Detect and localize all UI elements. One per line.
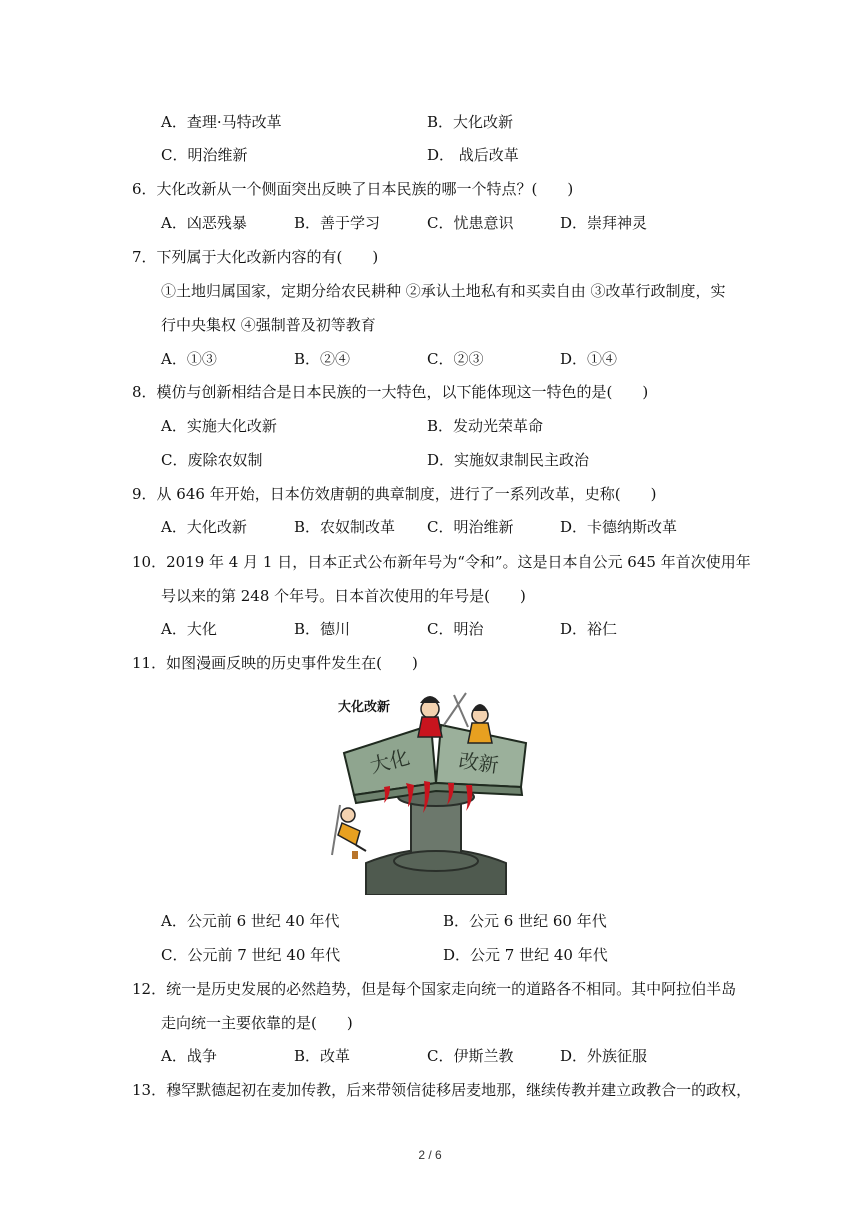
q8-option-d: D．实施奴隶制民主政治	[427, 451, 590, 469]
q6-option-b: B．善于学习	[294, 214, 381, 232]
q10-option-c: C．明治	[427, 620, 484, 638]
q9-option-d: D．卡德纳斯改革	[560, 518, 678, 536]
q10-option-a: A．大化	[161, 620, 217, 638]
q11-option-d: D．公元 7 世纪 40 年代	[443, 946, 608, 964]
q8-option-c: C．废除农奴制	[161, 451, 263, 469]
q9-stem: 9．从 646 年开始，日本仿效唐朝的典章制度，进行了一系列改革，史称( )	[132, 485, 657, 503]
q8-option-b: B．发动光荣革命	[427, 417, 544, 435]
q11-option-a: A．公元前 6 世纪 40 年代	[161, 912, 340, 930]
q11-stem: 11．如图漫画反映的历史事件发生在( )	[132, 654, 418, 672]
q6-stem: 6．大化改新从一个侧面突出反映了日本民族的哪一个特点？( )	[132, 180, 574, 198]
q13-stem-line1: 13．穆罕默德起初在麦加传教，后来带领信徒移居麦地那，继续传教并建立政教合一的政权，	[132, 1081, 752, 1099]
q11-option-b: B．公元 6 世纪 60 年代	[443, 912, 607, 930]
taika-reform-cartoon	[326, 685, 546, 895]
q6-option-d: D．崇拜神灵	[560, 214, 648, 232]
q8-stem: 8．模仿与创新相结合是日本民族的一大特色，以下能体现这一特色的是( )	[132, 383, 649, 401]
q10-option-d: D．裕仁	[560, 620, 618, 638]
q12-option-a: A．战争	[161, 1047, 217, 1065]
q5-option-b: B．大化改新	[427, 113, 514, 131]
q7-option-b: B．②④	[294, 350, 351, 368]
q7-stem: 7．下列属于大化改新内容的有( )	[132, 248, 379, 266]
page-number: 2 / 6	[418, 1148, 442, 1162]
q8-option-a: A．实施大化改新	[161, 417, 277, 435]
q10-option-b: B．德川	[294, 620, 351, 638]
book-left-text: 大化	[367, 744, 413, 778]
q5-option-a: A．查理·马特改革	[161, 113, 282, 131]
book-right-text: 改新	[457, 748, 501, 778]
q7-option-d: D．①④	[560, 350, 618, 368]
cartoon-caption: 大化改新	[338, 700, 391, 715]
q7-statements-line1: ①土地归属国家，定期分给农民耕种 ②承认土地私有和买卖自由 ③改革行政制度，实	[161, 282, 726, 300]
q7-option-a: A．①③	[161, 350, 217, 368]
q12-stem-line1: 12．统一是历史发展的必然趋势，但是每个国家走向统一的道路各不相同。其中阿拉伯半岛	[132, 980, 737, 998]
q5-option-d: D． 战后改革	[427, 146, 519, 164]
q9-option-c: C．明治维新	[427, 518, 514, 536]
q7-option-c: C．②③	[427, 350, 484, 368]
q10-stem-line1: 10．2019 年 4 月 1 日，日本正式公布新年号为“令和”。这是日本自公元 645 年首次使用年	[132, 553, 751, 571]
q7-statements-line2: 行中央集权 ④强制普及初等教育	[161, 316, 376, 334]
q12-option-b: B．改革	[294, 1047, 351, 1065]
q10-stem-line2: 号以来的第 248 个年号。日本首次使用的年号是( )	[161, 587, 526, 605]
q11-option-c: C．公元前 7 世纪 40 年代	[161, 946, 341, 964]
q12-stem-line2: 走向统一主要依靠的是( )	[161, 1014, 353, 1032]
q12-option-c: C．伊斯兰教	[427, 1047, 514, 1065]
q9-option-a: A．大化改新	[161, 518, 247, 536]
q9-option-b: B．农奴制改革	[294, 518, 396, 536]
q12-option-d: D．外族征服	[560, 1047, 648, 1065]
q5-option-c: C．明治维新	[161, 146, 248, 164]
q6-option-a: A．凶恶残暴	[161, 214, 247, 232]
q6-option-c: C．忧患意识	[427, 214, 514, 232]
